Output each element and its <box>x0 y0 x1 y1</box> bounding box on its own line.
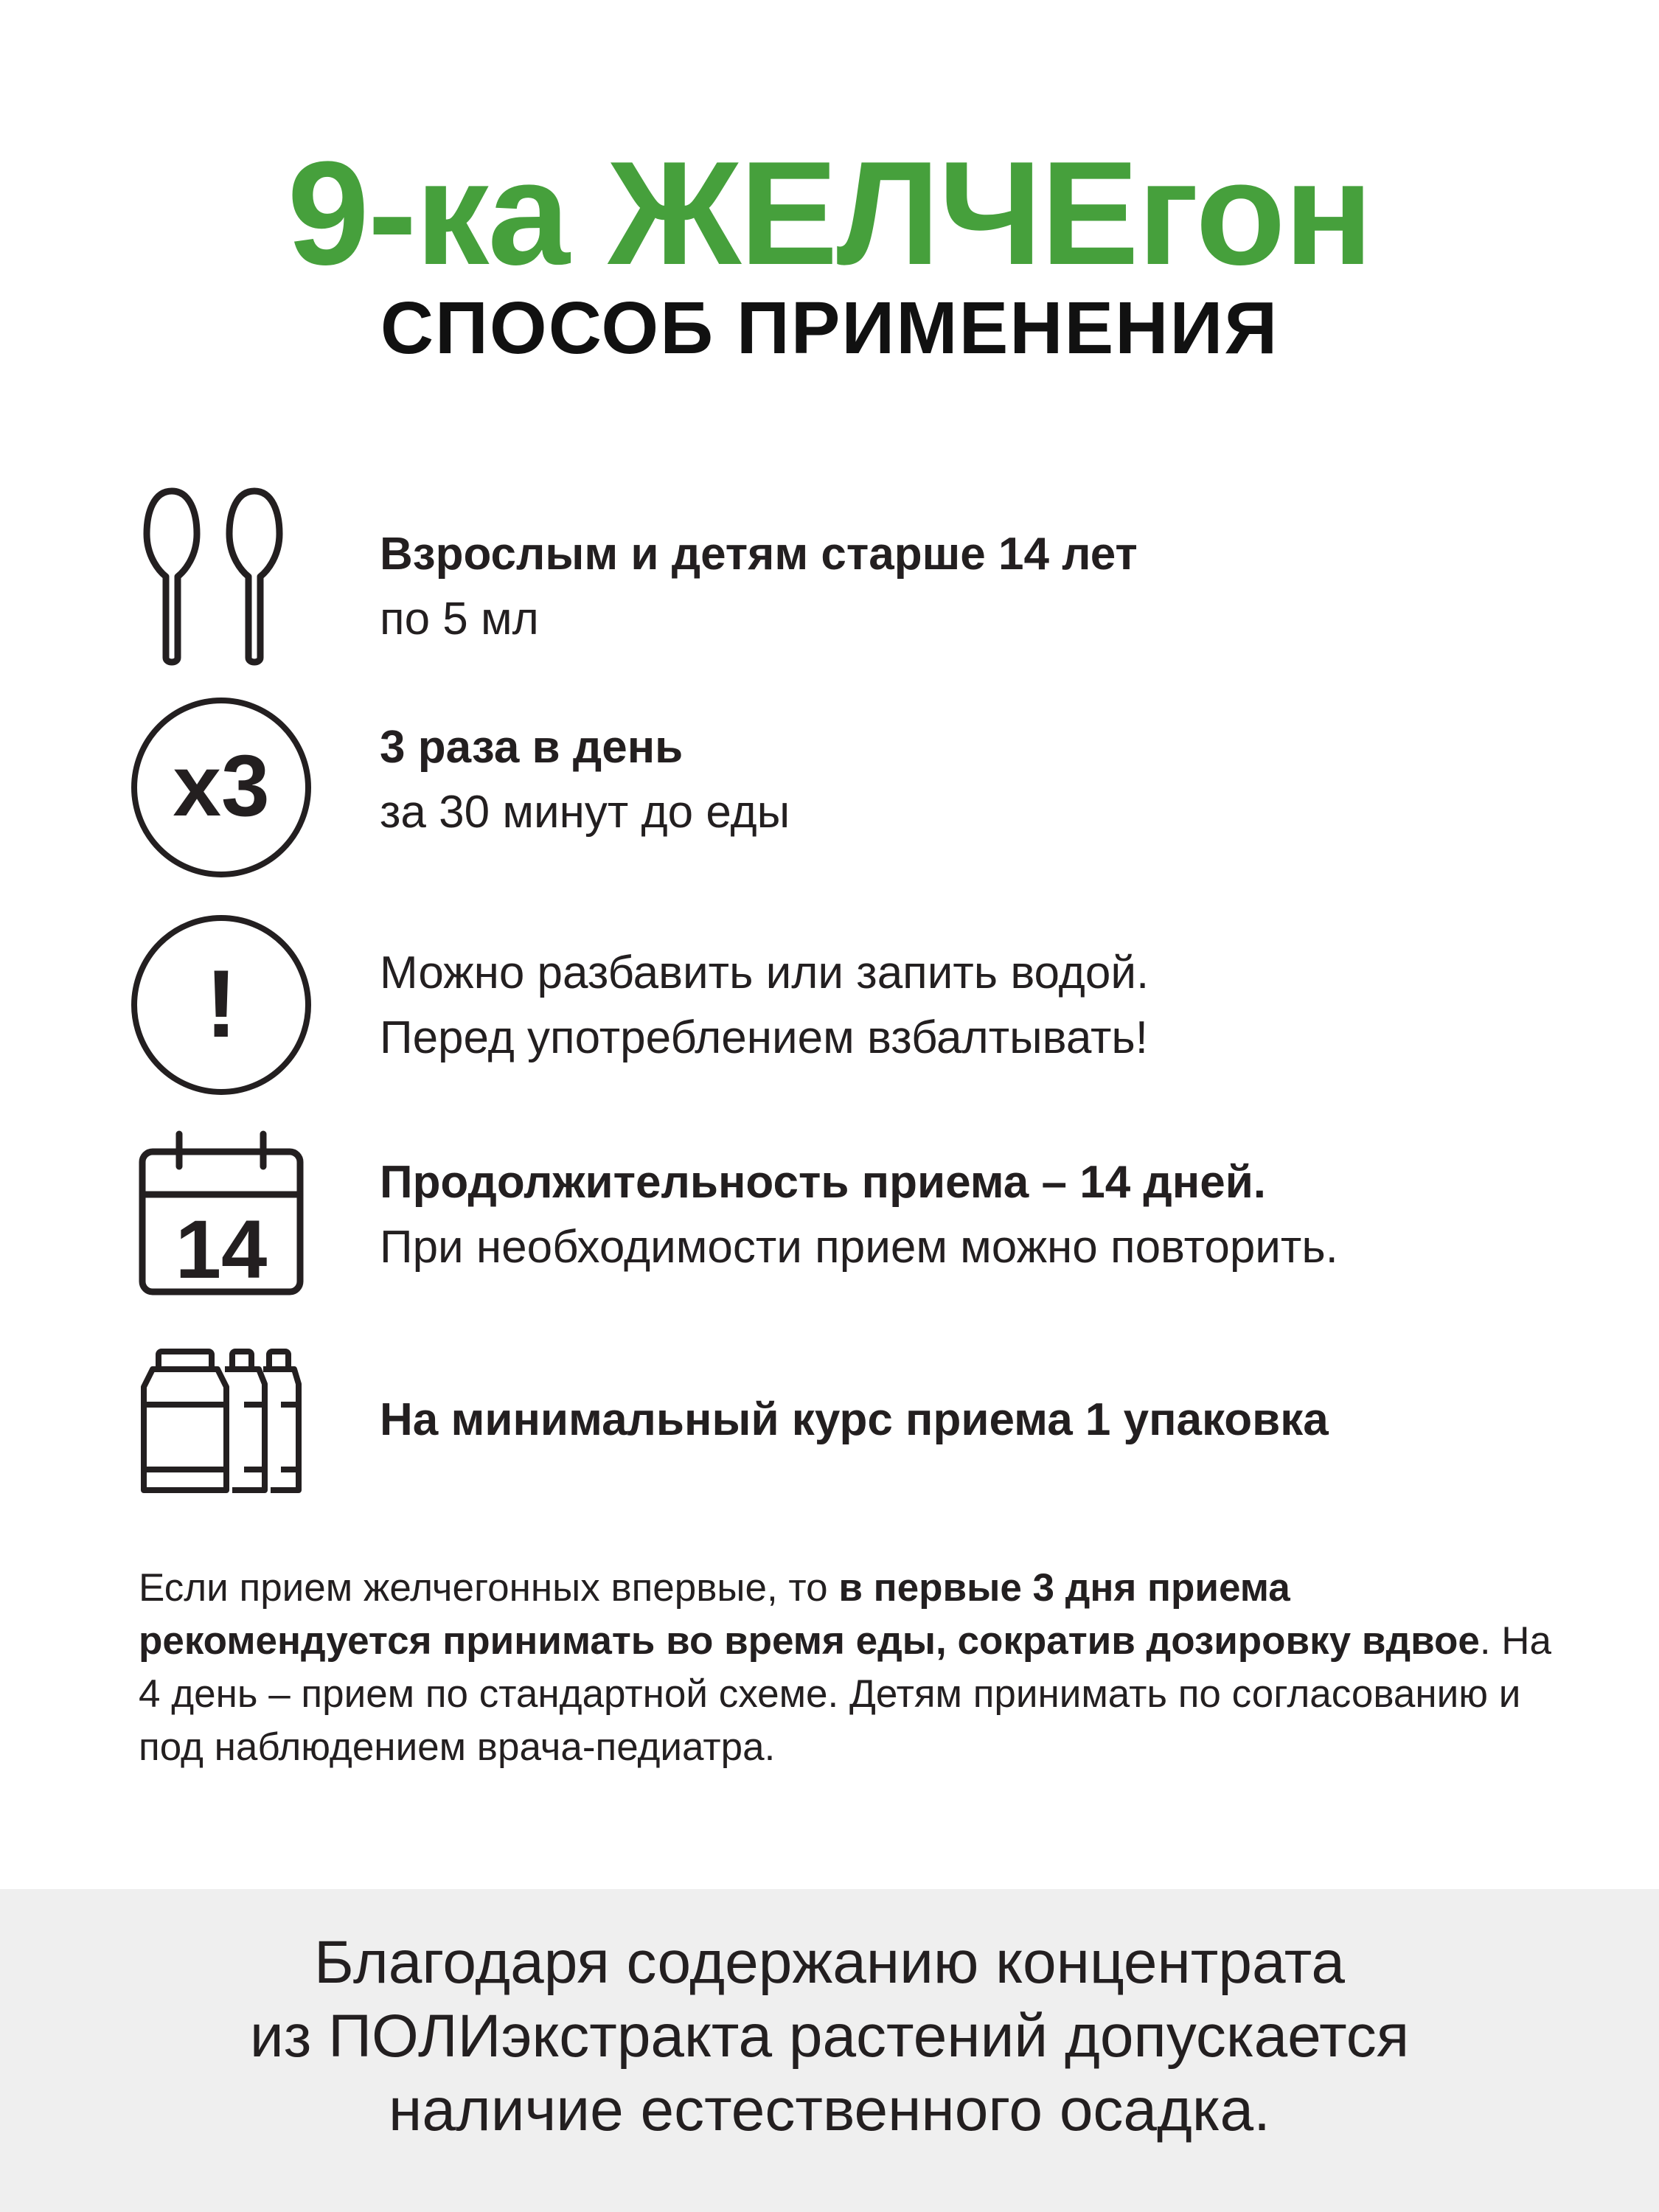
duration-heading: Продолжительность приема – 14 дней. <box>380 1157 1267 1208</box>
page-subtitle: СПОСОБ ПРИМЕНЕНИЯ <box>380 287 1279 369</box>
instruction-usage <box>380 941 1618 1071</box>
note-bold: в первые 3 дня приема рекомендуется принимать во время еды, сократив дозировку вдвое <box>139 1566 1480 1663</box>
usage-line-2: Перед употреблением взбалтывать! <box>380 1012 1148 1063</box>
bottles-icon <box>136 1346 306 1497</box>
times-three-icon <box>129 695 313 880</box>
footer-line-1: Благодаря содержанию концентрата <box>313 1929 1345 1996</box>
dosage-heading: Взрослым и детям старше 14 лет <box>380 529 1138 580</box>
note-paragraph <box>139 1562 1576 1774</box>
calendar-icon <box>136 1128 306 1298</box>
instruction-dosage <box>380 522 1618 652</box>
footer-line-2: из ПОЛИэкстракта растений допускается <box>249 2003 1410 2070</box>
product-title: 9-ка ЖЕЛЧЕгон <box>287 131 1372 296</box>
instruction-frequency <box>380 715 1618 845</box>
note-part-1: Если прием желчегонных впервые, то <box>139 1566 839 1610</box>
calendar-day-label: 14 <box>175 1203 268 1295</box>
spoons-icon <box>136 487 291 667</box>
frequency-heading: 3 раза в день <box>380 722 684 773</box>
usage-line-1: Можно разбавить или запить водой. <box>380 947 1150 998</box>
instruction-duration <box>380 1150 1618 1280</box>
footer-text <box>0 1926 1659 2147</box>
times-three-label: x3 <box>173 737 270 835</box>
instruction-package <box>380 1388 1618 1453</box>
dosage-text: по 5 мл <box>380 594 539 644</box>
footer-line-3: наличие естественного осадка. <box>389 2076 1270 2143</box>
exclamation-icon <box>129 913 313 1097</box>
footer-panel <box>0 1889 1659 2212</box>
frequency-text: за 30 минут до еды <box>380 787 790 838</box>
duration-text: При необходимости прием можно повторить. <box>380 1222 1338 1273</box>
package-heading: На минимальный курс приема 1 упаковка <box>380 1394 1329 1445</box>
exclamation-label: ! <box>205 950 237 1057</box>
note-part-2: . На 4 день – прием по стандартной схеме. Детям принимать по согласованию и под наблюдением врача-педиатра. <box>139 1619 1552 1769</box>
